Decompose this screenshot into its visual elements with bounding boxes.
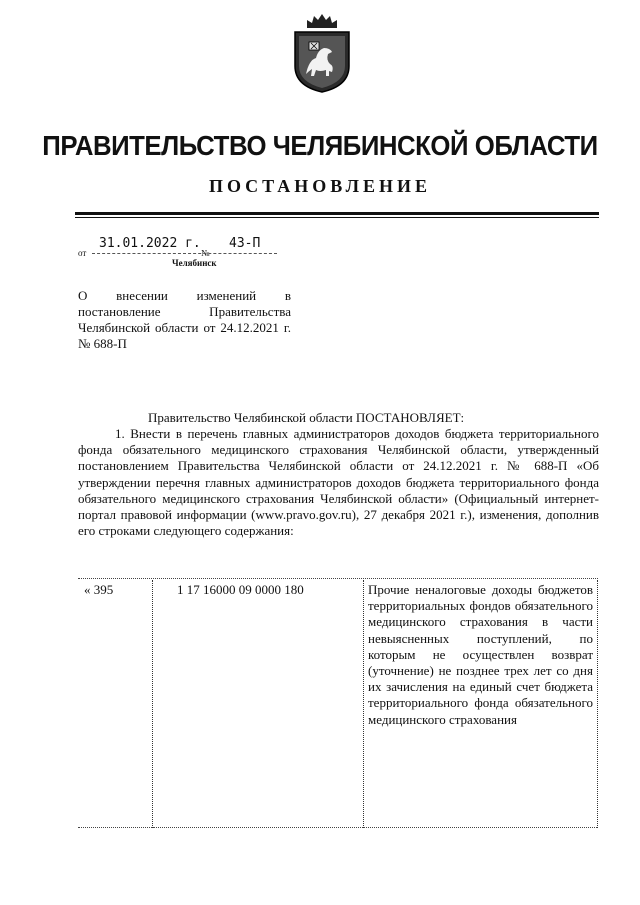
revenue-table <box>78 580 598 828</box>
coat-of-arms-emblem <box>291 12 353 94</box>
city-name: Челябинск <box>172 258 217 268</box>
header-rule-thin <box>75 217 599 218</box>
table-row <box>78 580 598 828</box>
document-type: ПОСТАНОВЛЕНИЕ <box>208 176 432 196</box>
table-cell-kbk: 1 17 16000 09 0000 180 <box>153 580 364 828</box>
paragraph-1: 1. Внести в перечень главных администраторов доходов бюджета территориального фонда обязательного медицинского страхования Челябинской области, утвержденный постановлением Правительства Челябинской области от 24.12.2021 г. № 688-П «Об утверждении перечня главных администраторов доходов бюджета территориального фонда обязательного медицинского страхования Челябинской области» (Официальный интернет-портал правовой информации (www.pravo.gov.ru), 27 декабря 2021 г.), изменения, дополнив его строками следующего содержания: <box>78 426 599 539</box>
requisites-underline <box>92 253 277 254</box>
document-subject: О внесении изменений в постановление Правительства Челябинской области от 24.12.2021 г. № 688-П <box>78 288 291 351</box>
table-cell-description: Прочие неналоговые доходы бюджетов территориальных фондов обязательного медицинского страхования в части невыясненных поступлений, по которым не осуществлен возврат (уточнение) не позднее трех лет со дня их зачисления на единый счет бюджета территориального фонда обязательного медицинского страхования <box>364 580 598 828</box>
header-rule-thick <box>75 212 599 215</box>
date-prefix: от <box>78 248 87 258</box>
number-prefix: № <box>201 248 210 258</box>
decree-heading: Правительство Челябинской области ПОСТАНОВЛЯЕТ: <box>148 410 465 425</box>
table-top-border <box>78 578 598 579</box>
table-cell-code: « 395 <box>78 580 153 828</box>
document-date: 31.01.2022 г. <box>99 236 201 251</box>
document-number: 43-П <box>229 236 261 251</box>
government-title: ПРАВИТЕЛЬСТВО ЧЕЛЯБИНСКОЙ ОБЛАСТИ <box>42 130 598 161</box>
